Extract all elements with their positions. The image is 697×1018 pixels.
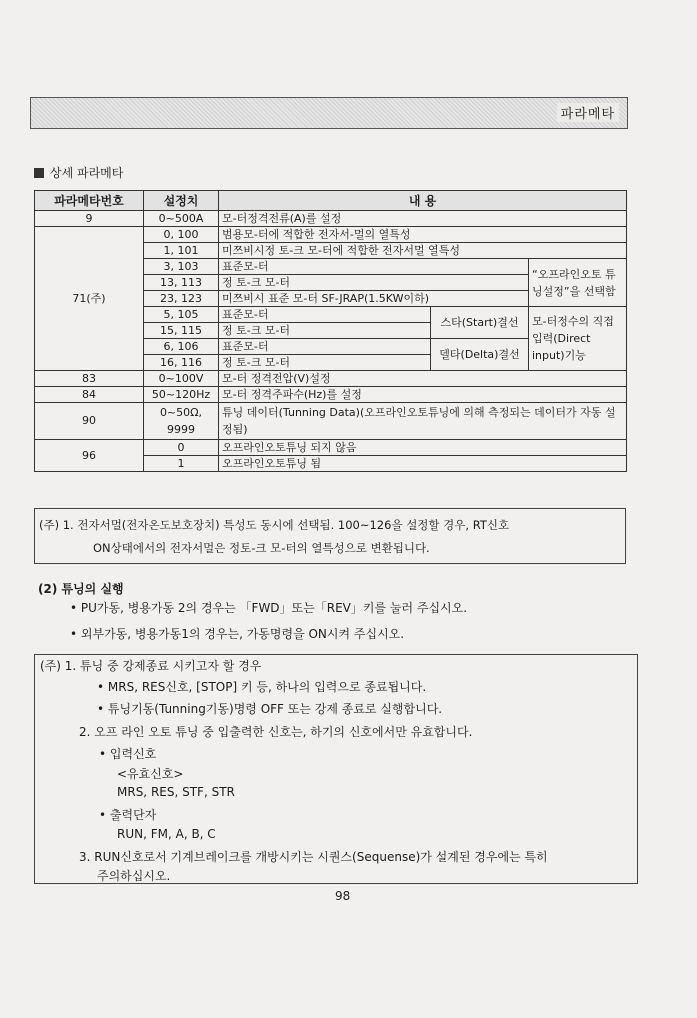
note2-line: • 입력신호 xyxy=(99,747,157,761)
param-cell: 84 xyxy=(35,387,144,403)
content-cell: 모-터정격전류(A)를 설정 xyxy=(219,211,627,227)
content-cell: 모-터 정격전압(V)설정 xyxy=(219,371,627,387)
content-cell: 정 토-크 모-터 xyxy=(219,275,529,291)
setting-cell: 50~120Hz xyxy=(144,387,219,403)
tuning-bullet-2: • 외부가동, 병용가동1의 경우는, 가동명령을 ON시켜 주십시오. xyxy=(70,627,405,641)
content-cell: 표준모-터 xyxy=(219,259,529,275)
note2-line: 2. 오프 라인 오토 튜닝 중 입출력한 신호는, 하기의 신호에서만 유효합니다. xyxy=(79,725,473,739)
note2-line: • 출력단자 xyxy=(99,808,157,822)
content-cell: 표준모-터 xyxy=(219,339,431,355)
note-box-2 xyxy=(34,654,638,884)
tuning-section-title: (2) 튜닝의 실행 xyxy=(38,582,124,596)
square-bullet-icon xyxy=(34,168,44,178)
star-connection-cell: 스타(Start)결선 xyxy=(431,307,529,339)
note-box-1 xyxy=(34,508,626,564)
note2-line: 주의하십시오. xyxy=(97,869,171,883)
note2-line: • MRS, RES신호, [STOP] 키 등, 하나의 입력으로 종료됩니다. xyxy=(97,680,427,694)
content-cell: 정 토-크 모-터 xyxy=(219,323,431,339)
content-cell: 모-터 정격주파수(Hz)를 설정 xyxy=(219,387,627,403)
content-cell: 오프라인오토튜닝 되지 않음 xyxy=(219,440,627,456)
parameter-table xyxy=(34,190,627,472)
setting-cell xyxy=(144,403,219,440)
header-title: 파라메타 xyxy=(557,103,619,122)
note2-line: RUN, FM, A, B, C xyxy=(117,827,216,841)
setting-cell: 0 xyxy=(144,440,219,456)
table-row xyxy=(35,227,627,243)
content-cell: 미쯔비시 표준 모-터 SF-JRAP(1.5KW이하) xyxy=(219,291,529,307)
content-cell: 정 토-크 모-터 xyxy=(219,355,431,371)
setting-cell: 1 xyxy=(144,456,219,472)
setting-9999: 9999 xyxy=(167,423,195,436)
note2-line: (주) 1. 튜닝 중 강제종료 시키고자 할 경우 xyxy=(40,659,262,673)
section-title xyxy=(34,164,123,181)
table-row xyxy=(35,211,627,227)
note1-line1: (주) 1. 전자서멀(전자온도보호장치) 특성도 동시에 선택됨. 100~126을 설정할 경우, RT신호 xyxy=(39,518,510,532)
table-row xyxy=(35,403,627,440)
setting-cell: 1, 101 xyxy=(144,243,219,259)
note2-line: MRS, RES, STF, STR xyxy=(117,785,235,799)
setting-cell: 16, 116 xyxy=(144,355,219,371)
setting-range: 0~50Ω, xyxy=(159,406,203,419)
setting-cell: 13, 113 xyxy=(144,275,219,291)
content-cell: 표준모-터 xyxy=(219,307,431,323)
param-cell: 90 xyxy=(35,403,144,440)
tuning-bullet-1: • PU가동, 병용가동 2의 경우는 「FWD」또는「REV」키를 눌러 주십시오. xyxy=(70,601,468,615)
content-cell: 미쯔비시정 토-크 모-터에 적합한 전자서멀 열특성 xyxy=(219,243,627,259)
content-cell: 튜닝 데이터(Tunning Data)(오프라인오토튜닝에 의해 측정되는 데이터가 자동 설정됨) xyxy=(219,403,627,440)
content-cell: 범용모-터에 적합한 전자서-멀의 열특성 xyxy=(219,227,627,243)
table-row xyxy=(35,371,627,387)
param-cell: 71(주) xyxy=(35,227,144,371)
header-bar xyxy=(30,97,628,129)
note2-line: • 튜닝기동(Tunning기동)명령 OFF 또는 강제 종료로 실행합니다. xyxy=(97,702,443,716)
note2-line: 3. RUN신호로서 기계브레이크를 개방시키는 시퀀스(Sequense)가 설계된 경우에는 특히 xyxy=(79,850,548,864)
param-cell: 9 xyxy=(35,211,144,227)
setting-cell: 15, 115 xyxy=(144,323,219,339)
header-content: 내 용 xyxy=(219,191,627,211)
setting-cell: 6, 106 xyxy=(144,339,219,355)
note2-line: <유효신호> xyxy=(117,767,184,781)
page-number: 98 xyxy=(335,889,351,903)
setting-cell: 23, 123 xyxy=(144,291,219,307)
param-cell: 83 xyxy=(35,371,144,387)
setting-cell: 0~500A xyxy=(144,211,219,227)
setting-cell: 0, 100 xyxy=(144,227,219,243)
header-setting: 설정치 xyxy=(144,191,219,211)
note1-line2: ON상태에서의 전자서멀은 정토-크 모-터의 열특성으로 변환됩니다. xyxy=(93,541,430,555)
param-cell: 96 xyxy=(35,440,144,472)
offline-note-cell: “오프라인오토 튜닝설정”을 선택함 xyxy=(529,259,627,307)
table-row xyxy=(35,387,627,403)
table-header-row xyxy=(35,191,627,211)
content-cell: 오프라인오토튜닝 됨 xyxy=(219,456,627,472)
setting-cell: 3, 103 xyxy=(144,259,219,275)
section-title-text: 상세 파라메타 xyxy=(50,166,124,180)
header-param-no: 파라메타번호 xyxy=(35,191,144,211)
setting-cell: 0~100V xyxy=(144,371,219,387)
delta-connection-cell: 델타(Delta)결선 xyxy=(431,339,529,371)
direct-input-note-cell: 모-터정수의 직접입력(Direct input)기능 xyxy=(529,307,627,371)
setting-cell: 5, 105 xyxy=(144,307,219,323)
table-row xyxy=(35,440,627,456)
